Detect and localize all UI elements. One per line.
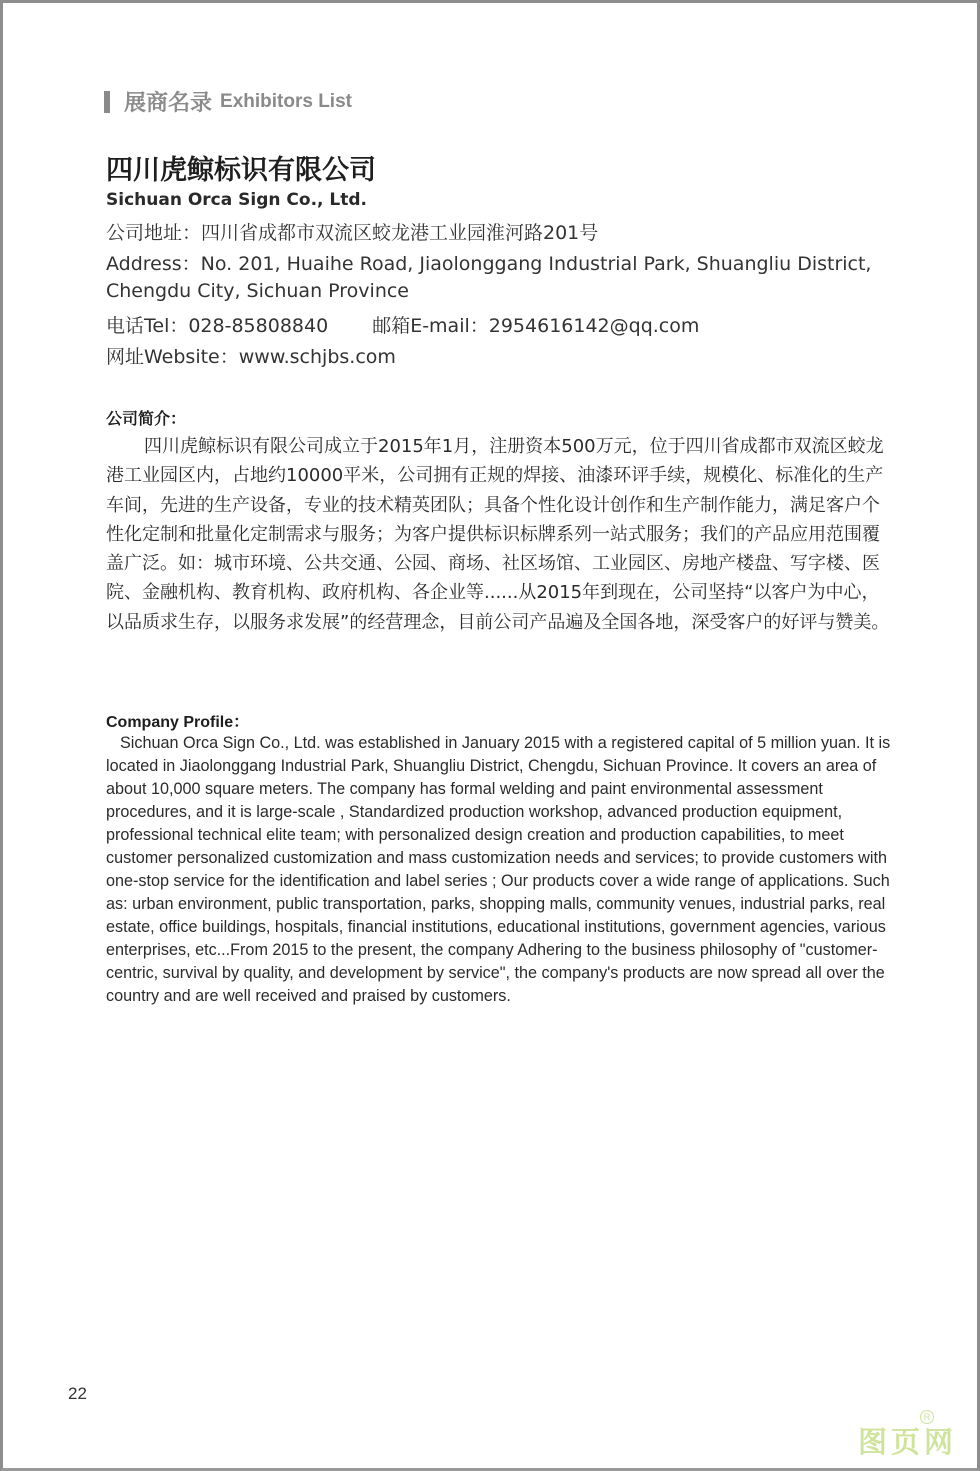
company-name-cn: 四川虎鲸标识有限公司 xyxy=(106,155,376,186)
website: 网址Website：www.schjbs.com xyxy=(106,346,396,368)
email: 邮箱E-mail：2954616142@qq.com xyxy=(372,315,700,337)
intro-cn-body: 四川虎鲸标识有限公司成立于2015年1月，注册资本500万元，位于四川省成都市双流区蛟龙港工业园区内，占地约10000平米，公司拥有正规的焊接、油漆环评手续，规模化、标准化的生产车间，先进的生产设备，专业的技术精英团队；具备个性化设计创作和生产制作能力，满足客户个性化定制和批量化定制需求与服务；为客户提供标识标牌系列一站式服务；我们的产品应用范围覆盖广泛。如：城市环境、公共交通、公园、商场、社区场馆、工业园区、房地产楼盘、写字楼、医院、金融机构、教育机构、政府机构、各企业等......从2015年到现在，公司坚持“以客户为中心，以品质求生存，以服务求发展”的经营理念，目前公司产品遍及全国各地，深受客户的好评与赞美。 xyxy=(106,436,890,633)
section-title-cn: 展商名录 xyxy=(124,91,213,116)
intro-cn-heading: 公司简介： xyxy=(106,409,187,428)
section-title-en: Exhibitors List xyxy=(220,90,352,112)
section-header xyxy=(104,86,352,117)
watermark-logo: 图页网 xyxy=(858,1425,958,1459)
address-en-line1: Address：No. 201, Huaihe Road, Jiaolonggang Industrial Park, Shuangliu District, xyxy=(106,253,872,275)
telephone: 电话Tel：028-85808840 xyxy=(106,315,329,337)
registered-trademark-icon: R xyxy=(920,1410,934,1424)
page-number: 22 xyxy=(68,1384,87,1403)
address-en-line2: Chengdu City, Sichuan Province xyxy=(106,280,409,302)
company-name-en: Sichuan Orca Sign Co., Ltd. xyxy=(106,190,367,210)
profile-en-heading: Company Profile： xyxy=(106,714,250,731)
profile-en-body: Sichuan Orca Sign Co., Ltd. was established in January 2015 with a registered capital of 5 million yuan. It is located in Jiaolonggang Industrial Park, Shuangliu District, Chengdu, Sichuan Province. It covers an area of about 10,000 square meters. The company has formal welding and paint environmental assessment procedures, and it is large-scale , Standardized production workshop, advanced production equipment, professional technical elite team; with personalized design creation and production capabilities, to meet customer personalized customization and mass customization needs and services; to provide customers with one-stop service for the identification and label series ; Our products cover a wide range of applications. Such as: urban environment, public transportation, parks, shopping malls, community venues, industrial parks, real estate, office buildings, hospitals, financial institutions, educational institutions, government agencies, various enterprises, etc...From 2015 to the present, the company Adhering to the business philosophy of "customer-centric, survival by quality, and development by service", the company's products are now spread all over the country and are well received and praised by customers. xyxy=(106,734,891,1005)
contact-line xyxy=(106,311,699,338)
section-marker-bar xyxy=(104,91,110,113)
address-cn: 公司地址：四川省成都市双流区蛟龙港工业园淮河路201号 xyxy=(106,222,599,244)
